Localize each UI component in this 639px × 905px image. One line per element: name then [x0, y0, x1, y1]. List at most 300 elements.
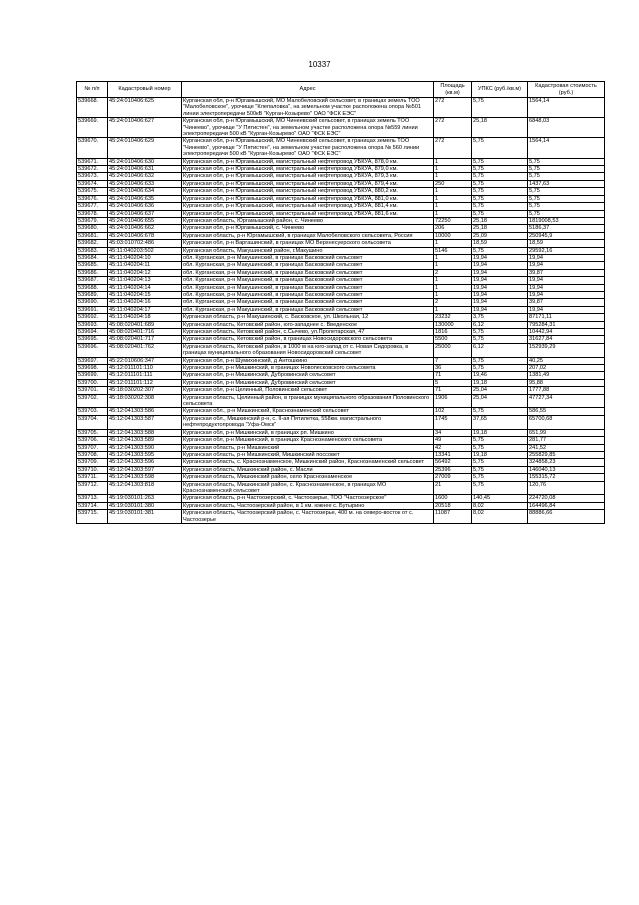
cadastral-table	[76, 81, 605, 524]
table-row	[77, 269, 605, 276]
cell-address: Курганская область, Кетовский район, с.Сычево, ул.Пролетарская, 47	[182, 329, 434, 336]
cell-cadastral-value: 19,94	[528, 284, 605, 291]
cell-area: 1	[434, 210, 472, 217]
header-cell-address: Адрес	[182, 82, 434, 98]
cell-cadastral-number: 45:12:041303:588	[108, 429, 182, 436]
cell-area: 1	[434, 195, 472, 202]
cell-address: Курганская обл, р-н Юргамышский, магистральный нефтепровод УБКУА, 880,2 км.	[182, 188, 434, 195]
cell-upks: 37,65	[472, 415, 528, 429]
cell-area: 102	[434, 408, 472, 415]
cell-address: Курганская обл, р-н Юргамышский, магистральный нефтепровод УБКУА, 878,0 км.	[182, 158, 434, 165]
cell-cadastral-value: 19,94	[528, 254, 605, 261]
cell-area: 7	[434, 357, 472, 364]
cell-cadastral-value: 5,75	[528, 173, 605, 180]
table-row	[77, 502, 605, 509]
cell-cadastral-number: 45:11:040204:14	[108, 284, 182, 291]
cell-upks: 19,18	[472, 451, 528, 458]
cell-area: 10000	[434, 232, 472, 239]
cell-number: 539681.	[77, 232, 108, 239]
cell-area: 56492	[434, 459, 472, 466]
cell-upks: 19,94	[472, 254, 528, 261]
cell-cadastral-number: 45:08:020401:689	[108, 321, 182, 328]
cell-area: 23232	[434, 314, 472, 321]
table-row	[77, 138, 605, 158]
table-row	[77, 306, 605, 313]
cell-cadastral-number: 45:12:041303:598	[108, 474, 182, 481]
cell-number: 539688.	[77, 284, 108, 291]
table-row	[77, 98, 605, 118]
cell-address: Курганская обл, р-н Юргамышский, МО Чинеевский сельсовет, в границах земель ТОО "Чинеево", урочище "У Пятистен", на земельном участке расположена опора № 560 линии электропередачи 500 кВ "Курган-Козырево" ОАО "ФСК ЕЭС"	[182, 138, 434, 158]
cell-upks: 19,94	[472, 291, 528, 298]
cell-upks: 18,59	[472, 240, 528, 247]
cell-number: 539699.	[77, 372, 108, 379]
cell-upks: 6,12	[472, 321, 528, 328]
cell-area: 49	[434, 437, 472, 444]
cell-cadastral-number: 45:12:041303:590	[108, 444, 182, 451]
cell-upks: 5,75	[472, 98, 528, 118]
cell-number: 539684.	[77, 254, 108, 261]
cell-upks: 6,12	[472, 343, 528, 357]
header-cell-number: № п/п	[77, 82, 108, 98]
cell-upks: 25,18	[472, 118, 528, 138]
cell-upks: 5,75	[472, 357, 528, 364]
cell-address: Курганская обл, р-н Мишкинский, Дубровинский сельсовет	[182, 379, 434, 386]
cell-area: 1	[434, 240, 472, 247]
cell-number: 539706.	[77, 437, 108, 444]
cell-cadastral-number: 45:24:010406:633	[108, 180, 182, 187]
cell-cadastral-value: 65700,68	[528, 415, 605, 429]
cell-area: 1	[434, 291, 472, 298]
cell-area: 1906	[434, 394, 472, 408]
cell-cadastral-value: 164496,84	[528, 502, 605, 509]
cell-number: 539673.	[77, 173, 108, 180]
cell-number: 539707.	[77, 444, 108, 451]
table-row	[77, 365, 605, 372]
cell-number: 539689.	[77, 291, 108, 298]
cell-cadastral-value: 241,52	[528, 444, 605, 451]
cell-cadastral-number: 45:24:010406:627	[108, 118, 182, 138]
cell-cadastral-number: 45:12:041303:597	[108, 466, 182, 473]
cell-cadastral-number: 45:22:010606:347	[108, 357, 182, 364]
cell-address: Курганская область, р-н Мишкинский	[182, 444, 434, 451]
cell-cadastral-value: 19,94	[528, 277, 605, 284]
cell-cadastral-value: 19,94	[528, 291, 605, 298]
cell-area: 1	[434, 188, 472, 195]
cell-cadastral-number: 45:24:010406:678	[108, 232, 182, 239]
table-row	[77, 336, 605, 343]
cell-area: 34	[434, 429, 472, 436]
cell-cadastral-number: 45:19:030101:263	[108, 495, 182, 502]
cell-upks: 5,75	[472, 210, 528, 217]
cell-number: 539670.	[77, 138, 108, 158]
cell-cadastral-number: 45:24:010406:636	[108, 203, 182, 210]
cell-upks: 5,75	[472, 336, 528, 343]
cell-cadastral-value: 5,75	[528, 188, 605, 195]
table-row	[77, 481, 605, 495]
cell-area: 1	[434, 166, 472, 173]
table-row	[77, 217, 605, 224]
table-row	[77, 510, 605, 524]
cell-upks: 5,75	[472, 474, 528, 481]
cell-address: Курганская обл., Мишкинский р-н, с. II-ая Пятилетка, 558км. магистрального нефтепродуктопровода "Уфа-Омск"	[182, 415, 434, 429]
cell-area: 71	[434, 372, 472, 379]
cell-area: 1	[434, 262, 472, 269]
table-row	[77, 232, 605, 239]
cell-area: 2	[434, 299, 472, 306]
cell-address: Курганская область, Кетовский район, в границах Новосидоровского сельсовета	[182, 336, 434, 343]
cell-upks: 19,94	[472, 262, 528, 269]
table-row	[77, 394, 605, 408]
cell-cadastral-number: 45:11:040203:502	[108, 247, 182, 254]
cell-area: 1	[434, 284, 472, 291]
cell-area: 272	[434, 138, 472, 158]
cell-area: 1745	[434, 415, 472, 429]
cell-cadastral-number: 45:12:041303:818	[108, 481, 182, 495]
cell-upks: 5,75	[472, 195, 528, 202]
cell-cadastral-value: 10442,94	[528, 329, 605, 336]
table-row	[77, 195, 605, 202]
cell-area: 5500	[434, 336, 472, 343]
table-row	[77, 357, 605, 364]
cell-number: 539709.	[77, 459, 108, 466]
cell-cadastral-number: 45:24:010406:630	[108, 158, 182, 165]
cell-cadastral-number: 45:11:040204:12	[108, 269, 182, 276]
cell-area: 20518	[434, 502, 472, 509]
cell-address: Курганская обл, р-н Варгашинский, в границах МО Верхнесуерского сельсовета	[182, 240, 434, 247]
cell-address: обл. Курганская, р-н Макушинский, в границах Басковский сельсовет	[182, 277, 434, 284]
cell-number: 539674.	[77, 180, 108, 187]
cell-upks: 5,75	[472, 203, 528, 210]
cell-cadastral-number: 45:08:020401:716	[108, 329, 182, 336]
cell-upks: 5,75	[472, 408, 528, 415]
cell-number: 539683.	[77, 247, 108, 254]
cell-address: Курганская обл, р-н Юргамышский, МО Чинеевский сельсовет, в границах земель ТОО "Чинеево", урочище "У Пятистен", на земельном участке расположена опора №559 линии электропередачи 500 кВ "Курган-Козырево" ОАО "ФСК ЕЭС"	[182, 118, 434, 138]
table-row	[77, 284, 605, 291]
cell-number: 539711.	[77, 474, 108, 481]
cell-area: 1	[434, 158, 472, 165]
cell-cadastral-value: 207,02	[528, 365, 605, 372]
cell-address: Курганская область, р-н Юргамышский, в границах Малобеловского сельсовета, Россия	[182, 232, 434, 239]
cell-area: 11087	[434, 510, 472, 524]
cell-cadastral-number: 45:11:040204:13	[108, 277, 182, 284]
cell-upks: 19,94	[472, 299, 528, 306]
cell-cadastral-value: 39,87	[528, 269, 605, 276]
cell-cadastral-value: 120,76	[528, 481, 605, 495]
cell-number: 539671.	[77, 158, 108, 165]
table-row	[77, 451, 605, 458]
cell-address: Курганская область, Кетовский район, юго-западнее с. Введенское	[182, 321, 434, 328]
table-row	[77, 225, 605, 232]
table-row	[77, 329, 605, 336]
cell-cadastral-value: 95,88	[528, 379, 605, 386]
cell-upks: 3,75	[472, 314, 528, 321]
cell-address: обл. Курганская, р-н Макушинский, в границах Басковский сельсовет	[182, 254, 434, 261]
cell-upks: 5,75	[472, 444, 528, 451]
header-cell-area: Площадь (кв.м)	[434, 82, 472, 98]
cell-cadastral-number: 45:11:040204:11	[108, 262, 182, 269]
cell-number: 539686.	[77, 269, 108, 276]
cell-number: 539675.	[77, 188, 108, 195]
cell-cadastral-value: 255829,85	[528, 451, 605, 458]
cell-cadastral-value: 250945,9	[528, 232, 605, 239]
cell-cadastral-value: 5,75	[528, 210, 605, 217]
table-row	[77, 203, 605, 210]
cell-address: Курганская область, Макушинский район, г.Макушино	[182, 247, 434, 254]
cell-upks: 5,75	[472, 481, 528, 495]
cell-address: Курганская обл, р-н Целинный, Половинский сельсовет	[182, 387, 434, 394]
cell-area: 272	[434, 98, 472, 118]
table-row	[77, 277, 605, 284]
cell-cadastral-number: 45:12:011101:112	[108, 379, 182, 386]
table-row	[77, 188, 605, 195]
cell-number: 539677.	[77, 203, 108, 210]
table-row	[77, 444, 605, 451]
cell-cadastral-number: 45:24:010406:634	[108, 188, 182, 195]
table-row	[77, 291, 605, 298]
cell-upks: 25,04	[472, 387, 528, 394]
cell-upks: 5,75	[472, 180, 528, 187]
cell-cadastral-number: 45:12:041303:589	[108, 437, 182, 444]
cell-address: обл. Курганская, р-н Макушинский, в границах Басковский сельсовет	[182, 269, 434, 276]
table-row	[77, 254, 605, 261]
cell-cadastral-value: 1564,14	[528, 138, 605, 158]
cell-cadastral-value: 5,75	[528, 158, 605, 165]
table-row	[77, 408, 605, 415]
cell-cadastral-value: 586,55	[528, 408, 605, 415]
cell-area: 1	[434, 277, 472, 284]
cell-cadastral-value: 88886,66	[528, 510, 605, 524]
cell-address: Курганская область, р-н Мишкинский, Мишкинский поссовет	[182, 451, 434, 458]
cell-number: 539695.	[77, 336, 108, 343]
table-row	[77, 379, 605, 386]
table-row	[77, 262, 605, 269]
cell-area: 25396	[434, 466, 472, 473]
cell-area: 27009	[434, 474, 472, 481]
header-cell-upks: УПКС (руб./кв.м)	[472, 82, 528, 98]
cell-area: 206	[434, 225, 472, 232]
cell-address: Курганская обл, р-н Мишкинский, Дубровинский сельсовет	[182, 372, 434, 379]
cell-number: 539702.	[77, 394, 108, 408]
cell-area: 1	[434, 173, 472, 180]
cell-upks: 5,75	[472, 466, 528, 473]
cell-upks: 19,46	[472, 372, 528, 379]
table-row	[77, 429, 605, 436]
cell-cadastral-number: 45:12:011101:111	[108, 372, 182, 379]
header-row	[77, 82, 605, 98]
cell-cadastral-number: 45:24:010406:637	[108, 210, 182, 217]
table-row	[77, 247, 605, 254]
cell-number: 539685.	[77, 262, 108, 269]
cell-cadastral-value: 40,25	[528, 357, 605, 364]
cell-cadastral-value: 19,94	[528, 262, 605, 269]
cell-area: 5	[434, 379, 472, 386]
cell-number: 539678.	[77, 210, 108, 217]
cell-cadastral-number: 45:24:010406:625	[108, 98, 182, 118]
cell-address: Курганская обл, р-н Мишкинский, в границах рп. Мишкино	[182, 429, 434, 436]
cell-address: Курганская обл., р-н Мишкинский, Краснознаменский сельсовет	[182, 408, 434, 415]
cell-cadastral-number: 45:08:020401:762	[108, 343, 182, 357]
cell-number: 539680.	[77, 225, 108, 232]
cell-cadastral-number: 45:11:040204:16	[108, 299, 182, 306]
cell-area: 1816	[434, 329, 472, 336]
cell-number: 539701.	[77, 387, 108, 394]
cell-address: Курганская обл, р-н Юргамышский, МО Малобеловский сельсовет, в границах земель ТОО "Малобеловское", урочище "Клепаловка", на земельном участке расположена опора №501 линии электропередачи 500кВ "Курган-Козырево" ОАО "ФСК ЕЭС"	[182, 98, 434, 118]
cell-upks: 19,18	[472, 429, 528, 436]
cell-number: 539692.	[77, 314, 108, 321]
cell-cadastral-number: 45:03:010702:486	[108, 240, 182, 247]
cell-cadastral-number: 45:18:030202:308	[108, 394, 182, 408]
cell-upks: 5,75	[472, 247, 528, 254]
cell-cadastral-value: 6848,03	[528, 118, 605, 138]
cell-address: обл. Курганская, р-н Макушинский, в границах Басковский сельсовет	[182, 299, 434, 306]
cell-area: 250	[434, 180, 472, 187]
cell-number: 539703.	[77, 408, 108, 415]
table-row	[77, 474, 605, 481]
table-row	[77, 387, 605, 394]
cell-cadastral-value: 39,87	[528, 299, 605, 306]
cell-area: 13341	[434, 451, 472, 458]
cell-number: 539698.	[77, 365, 108, 372]
cell-cadastral-number: 45:12:011101:110	[108, 365, 182, 372]
cell-number: 539705.	[77, 429, 108, 436]
cell-upks: 25,18	[472, 217, 528, 224]
cell-address: обл. Курганская, р-н Макушинский, в границах Басковский сельсовет	[182, 291, 434, 298]
cell-upks: 5,75	[472, 138, 528, 158]
cell-cadastral-value: 1381,49	[528, 372, 605, 379]
cell-cadastral-number: 45:08:020401:717	[108, 336, 182, 343]
table-row	[77, 158, 605, 165]
cell-cadastral-number: 45:12:041303:596	[108, 459, 182, 466]
cell-number: 539668.	[77, 98, 108, 118]
cell-cadastral-value: 5,75	[528, 195, 605, 202]
cell-address: Курганская область, Мишкинский район, село Краснознаменское	[182, 474, 434, 481]
cell-upks: 8,02	[472, 502, 528, 509]
cell-address: Курганская обл, р-н Шумихинский, д Антошкино	[182, 357, 434, 364]
cell-area: 21	[434, 481, 472, 495]
cell-upks: 19,94	[472, 277, 528, 284]
table-row	[77, 415, 605, 429]
cell-number: 539697.	[77, 357, 108, 364]
cell-cadastral-value: 224720,08	[528, 495, 605, 502]
cell-upks: 25,09	[472, 232, 528, 239]
cell-area: 42	[434, 444, 472, 451]
cell-area: 1	[434, 203, 472, 210]
cell-upks: 5,75	[472, 158, 528, 165]
cell-cadastral-number: 45:12:041303:587	[108, 415, 182, 429]
cell-cadastral-number: 45:11:040204:15	[108, 291, 182, 298]
cell-cadastral-value: 795284,31	[528, 321, 605, 328]
cell-address: Курганская область, с. Краснознаменское, Мишкинский район, Краснознаменский сельсовет	[182, 459, 434, 466]
cell-number: 539700.	[77, 379, 108, 386]
header-cell-cadastral-value: Кадастровая стоимость (руб.)	[528, 82, 605, 98]
cell-address: Курганская обл, р-н Юргамышский, магистральный нефтепровод УБКУА, 881,0 км.	[182, 195, 434, 202]
cell-cadastral-number: 45:24:010406:631	[108, 166, 182, 173]
cell-address: обл. Курганская, р-н Макушинский, в границах Басковский сельсовет	[182, 262, 434, 269]
cell-cadastral-number: 45:12:041303:586	[108, 408, 182, 415]
cell-address: Курганская область, Мишкинский район, с. Краснознаменское, в границах МО Краснознаменский сельсовет	[182, 481, 434, 495]
cell-area: 2	[434, 269, 472, 276]
table-row	[77, 240, 605, 247]
cell-upks: 5,75	[472, 365, 528, 372]
cell-cadastral-value: 1819008,53	[528, 217, 605, 224]
cell-cadastral-value: 651,99	[528, 429, 605, 436]
cell-area: 1	[434, 306, 472, 313]
cell-cadastral-value: 5,75	[528, 166, 605, 173]
cell-upks: 8,02	[472, 510, 528, 524]
cell-address: Курганская область, р-н Макушинский, с. Басковское, ул. Школьная, 12	[182, 314, 434, 321]
cell-number: 539691.	[77, 306, 108, 313]
header-cell-cadastral-number: Кадастровый номер	[108, 82, 182, 98]
cell-area: 1600	[434, 495, 472, 502]
cell-cadastral-number: 45:24:010406:629	[108, 138, 182, 158]
table-row	[77, 459, 605, 466]
table-row	[77, 118, 605, 138]
table-row	[77, 343, 605, 357]
cell-cadastral-value: 1777,88	[528, 387, 605, 394]
cell-address: обл. Курганская, р-н Макушинский, в границах Басковский сельсовет	[182, 284, 434, 291]
cell-address: Курганская обл, р-н Мишкинский, в границах Краснознаменского сельсовета	[182, 437, 434, 444]
cell-address: Курганская область, Частоозерский район, в 1 км. южнее с. Бутырино	[182, 502, 434, 509]
cell-upks: 5,75	[472, 437, 528, 444]
cell-cadastral-value: 146040,13	[528, 466, 605, 473]
cell-upks: 5,75	[472, 166, 528, 173]
cell-upks: 5,75	[472, 188, 528, 195]
cell-area: 130000	[434, 321, 472, 328]
cell-number: 539696.	[77, 343, 108, 357]
cell-number: 539676.	[77, 195, 108, 202]
cell-number: 539712.	[77, 481, 108, 495]
cell-address: Курганская область, Юргамышский район, с. Чинеево	[182, 217, 434, 224]
cell-cadastral-value: 31627,84	[528, 336, 605, 343]
cell-cadastral-value: 281,77	[528, 437, 605, 444]
cell-upks: 25,04	[472, 394, 528, 408]
cell-address: Курганская обл, р-н Юргамышский, магистральный нефтепровод УБКУА, 879,0 км.	[182, 166, 434, 173]
cell-cadastral-value: 87171,11	[528, 314, 605, 321]
cell-upks: 19,94	[472, 306, 528, 313]
table-row	[77, 210, 605, 217]
cell-address: Курганская область, Частоозерский район, с. Частоозерье, 400 м. на северо-восток от с. Частоозерье	[182, 510, 434, 524]
table-row	[77, 314, 605, 321]
cell-number: 539704.	[77, 415, 108, 429]
cell-number: 539710.	[77, 466, 108, 473]
cell-cadastral-value: 155315,72	[528, 474, 605, 481]
cell-cadastral-number: 45:24:010406:655	[108, 217, 182, 224]
table-row	[77, 166, 605, 173]
cell-number: 539682.	[77, 240, 108, 247]
table-row	[77, 466, 605, 473]
cell-cadastral-value: 1564,14	[528, 98, 605, 118]
cell-number: 539714.	[77, 502, 108, 509]
table-header	[77, 82, 605, 98]
cell-upks: 140,45	[472, 495, 528, 502]
cell-upks: 5,75	[472, 459, 528, 466]
cell-upks: 19,94	[472, 284, 528, 291]
cell-cadastral-value: 1437,63	[528, 180, 605, 187]
cell-cadastral-number: 45:24:010406:635	[108, 195, 182, 202]
cell-area: 5146	[434, 247, 472, 254]
cell-address: Курганская обл, р-н Мишкинский, в границах Новопесковского сельсовета	[182, 365, 434, 372]
cell-address: Курганская обл, р-н Юргамышский, магистральный нефтепровод УБКУА, 881,6 км.	[182, 210, 434, 217]
cell-cadastral-value: 19,94	[528, 306, 605, 313]
cell-cadastral-value: 47727,34	[528, 394, 605, 408]
cell-upks: 5,75	[472, 329, 528, 336]
cell-cadastral-value: 5186,37	[528, 225, 605, 232]
cell-area: 1	[434, 254, 472, 261]
cell-address: Курганская область, Кетовский район, в 1000 м на юго-запад от с. Новая Сидоровка, в границах муниципального образования Новосидоровский сельсовет	[182, 343, 434, 357]
cell-cadastral-number: 45:11:040204:17	[108, 306, 182, 313]
cell-address: Курганская область, Мишкинский район, с. Масли	[182, 466, 434, 473]
table-row	[77, 180, 605, 187]
